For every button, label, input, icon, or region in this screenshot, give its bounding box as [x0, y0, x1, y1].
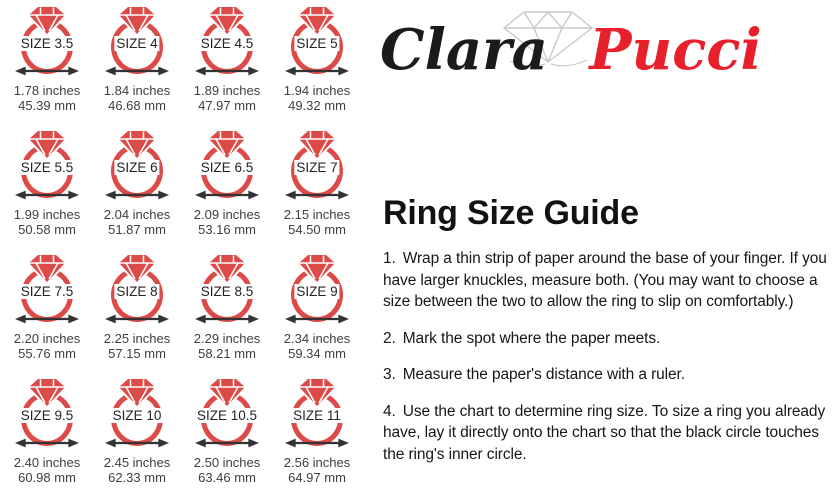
- mm-value: 60.98 mm: [18, 469, 76, 485]
- diameter-arrow-icon: [285, 313, 349, 325]
- ring-size-label: SIZE 11: [293, 408, 341, 423]
- mm-value: 55.76 mm: [18, 345, 76, 361]
- inches-value: 2.45 inches: [103, 455, 171, 470]
- page-title: Ring Size Guide: [383, 194, 639, 232]
- ring-size-cell: [14, 126, 81, 250]
- brand-wordmark: [380, 17, 762, 83]
- mm-value: 47.97 mm: [198, 97, 256, 113]
- ring-measurements: [14, 456, 81, 486]
- instruction-step: [383, 401, 836, 466]
- ring-size-label: SIZE 6: [116, 160, 158, 175]
- ring-size-label: SIZE 9: [296, 284, 338, 299]
- mm-value: 50.58 mm: [18, 221, 76, 237]
- ring-size-label: SIZE 10: [112, 408, 162, 423]
- step-number: 4.: [383, 402, 396, 420]
- mm-value: 59.34 mm: [288, 345, 346, 361]
- mm-value: 64.97 mm: [288, 469, 346, 485]
- ring-measurements: [284, 208, 351, 238]
- ring-size-label: SIZE 7: [296, 160, 338, 175]
- ring-size-cell: [194, 126, 261, 250]
- inches-value: 2.56 inches: [283, 455, 351, 470]
- diamond-ring-icon: [118, 129, 156, 159]
- instruction-steps: [383, 248, 836, 480]
- step-number: 2.: [383, 329, 396, 347]
- diamond-ring-icon: [208, 5, 246, 35]
- ring-size-cell: [14, 2, 81, 126]
- diameter-arrow-icon: [105, 189, 169, 201]
- mm-value: 63.46 mm: [198, 469, 256, 485]
- ring-size-label: SIZE 7.5: [20, 284, 74, 299]
- ring-measurements: [104, 84, 171, 114]
- diamond-ring-icon: [208, 129, 246, 159]
- inches-value: 2.15 inches: [283, 207, 351, 222]
- inches-value: 1.89 inches: [193, 83, 261, 98]
- brand-word-clara: Clara: [380, 17, 548, 83]
- diameter-arrow-icon: [15, 65, 79, 77]
- inches-value: 2.50 inches: [193, 455, 261, 470]
- instruction-step: [383, 328, 836, 350]
- ring-size-label: SIZE 5.5: [20, 160, 74, 175]
- ring-size-cell: [284, 374, 351, 498]
- ring-measurements: [194, 332, 261, 362]
- mm-value: 54.50 mm: [288, 221, 346, 237]
- step-text: Wrap a thin strip of paper around the base of your finger. If you have larger knuckles, measure both. (You may want to choose a size between the two to allow the ring to slip on comfortably.): [383, 250, 827, 310]
- ring-measurements: [284, 456, 351, 486]
- inches-value: 2.29 inches: [193, 331, 261, 346]
- step-number: 3.: [383, 366, 396, 383]
- diameter-arrow-icon: [195, 437, 259, 449]
- ring-measurements: [284, 332, 351, 362]
- diamond-ring-icon: [28, 129, 66, 159]
- inches-value: 1.94 inches: [283, 83, 351, 98]
- diameter-arrow-icon: [105, 437, 169, 449]
- diamond-ring-icon: [28, 377, 66, 407]
- ring-size-chart: [0, 2, 362, 498]
- ring-measurements: [194, 84, 261, 114]
- instruction-step: [383, 364, 836, 386]
- step-number: 1.: [383, 250, 396, 267]
- step-text: Measure the paper's distance with a ruler.: [402, 366, 685, 383]
- inches-value: 1.84 inches: [103, 83, 171, 98]
- diameter-arrow-icon: [105, 65, 169, 77]
- ring-size-cell: [104, 374, 171, 498]
- diameter-arrow-icon: [195, 189, 259, 201]
- inches-value: 1.78 inches: [13, 83, 81, 98]
- ring-size-label: SIZE 8: [116, 284, 158, 299]
- ring-measurements: [104, 456, 171, 486]
- ring-size-cell: [104, 126, 171, 250]
- mm-value: 57.15 mm: [108, 345, 166, 361]
- diameter-arrow-icon: [105, 313, 169, 325]
- ring-size-cell: [284, 250, 351, 374]
- ring-measurements: [194, 456, 261, 486]
- diameter-arrow-icon: [285, 437, 349, 449]
- ring-size-cell: [194, 250, 261, 374]
- diamond-ring-icon: [298, 253, 336, 283]
- mm-value: 58.21 mm: [198, 345, 256, 361]
- mm-value: 62.33 mm: [108, 469, 166, 485]
- brand-logo: [380, 4, 836, 104]
- ring-size-cell: [284, 126, 351, 250]
- diameter-arrow-icon: [195, 65, 259, 77]
- ring-size-label: SIZE 3.5: [20, 36, 74, 51]
- diamond-ring-icon: [28, 253, 66, 283]
- ring-size-cell: [14, 374, 81, 498]
- diamond-ring-icon: [298, 377, 336, 407]
- ring-size-label: SIZE 5: [296, 36, 338, 51]
- diamond-ring-icon: [28, 5, 66, 35]
- ring-measurements: [104, 208, 171, 238]
- mm-value: 45.39 mm: [18, 97, 76, 113]
- ring-size-cell: [194, 374, 261, 498]
- diameter-arrow-icon: [195, 313, 259, 325]
- inches-value: 2.20 inches: [13, 331, 81, 346]
- mm-value: 53.16 mm: [198, 221, 256, 237]
- step-text: Use the chart to determine ring size. To size a ring you already have, lay it directly onto the chart so that the black circle touches the ring's inner circle.: [383, 402, 826, 463]
- inches-value: 2.04 inches: [103, 207, 171, 222]
- mm-value: 46.68 mm: [108, 97, 166, 113]
- ring-measurements: [284, 84, 351, 114]
- ring-size-label: SIZE 4: [116, 36, 158, 51]
- mm-value: 49.32 mm: [288, 97, 346, 113]
- inches-value: 2.25 inches: [103, 331, 171, 346]
- brand-word-pucci: Pucci: [589, 17, 762, 83]
- diamond-ring-icon: [118, 377, 156, 407]
- diameter-arrow-icon: [15, 437, 79, 449]
- diameter-arrow-icon: [15, 189, 79, 201]
- instruction-step: [383, 248, 836, 313]
- ring-size-label: SIZE 9.5: [20, 408, 74, 423]
- ring-size-cell: [284, 2, 351, 126]
- diameter-arrow-icon: [285, 189, 349, 201]
- mm-value: 51.87 mm: [108, 221, 166, 237]
- ring-size-cell: [104, 2, 171, 126]
- diamond-ring-icon: [298, 5, 336, 35]
- diamond-ring-icon: [208, 253, 246, 283]
- ring-size-cell: [104, 250, 171, 374]
- ring-measurements: [194, 208, 261, 238]
- ring-size-label: SIZE 10.5: [196, 408, 258, 423]
- diamond-ring-icon: [208, 377, 246, 407]
- inches-value: 2.34 inches: [283, 331, 351, 346]
- ring-measurements: [14, 208, 81, 238]
- ring-size-cell: [14, 250, 81, 374]
- ring-measurements: [104, 332, 171, 362]
- ring-measurements: [14, 84, 81, 114]
- inches-value: 2.40 inches: [13, 455, 81, 470]
- inches-value: 1.99 inches: [13, 207, 81, 222]
- inches-value: 2.09 inches: [193, 207, 261, 222]
- diameter-arrow-icon: [285, 65, 349, 77]
- ring-size-label: SIZE 4.5: [200, 36, 254, 51]
- ring-size-cell: [194, 2, 261, 126]
- diameter-arrow-icon: [15, 313, 79, 325]
- ring-size-label: SIZE 8.5: [200, 284, 254, 299]
- diamond-ring-icon: [118, 5, 156, 35]
- step-text: Mark the spot where the paper meets.: [402, 329, 661, 347]
- ring-size-label: SIZE 6.5: [200, 160, 254, 175]
- diamond-ring-icon: [298, 129, 336, 159]
- diamond-ring-icon: [118, 253, 156, 283]
- ring-measurements: [14, 332, 81, 362]
